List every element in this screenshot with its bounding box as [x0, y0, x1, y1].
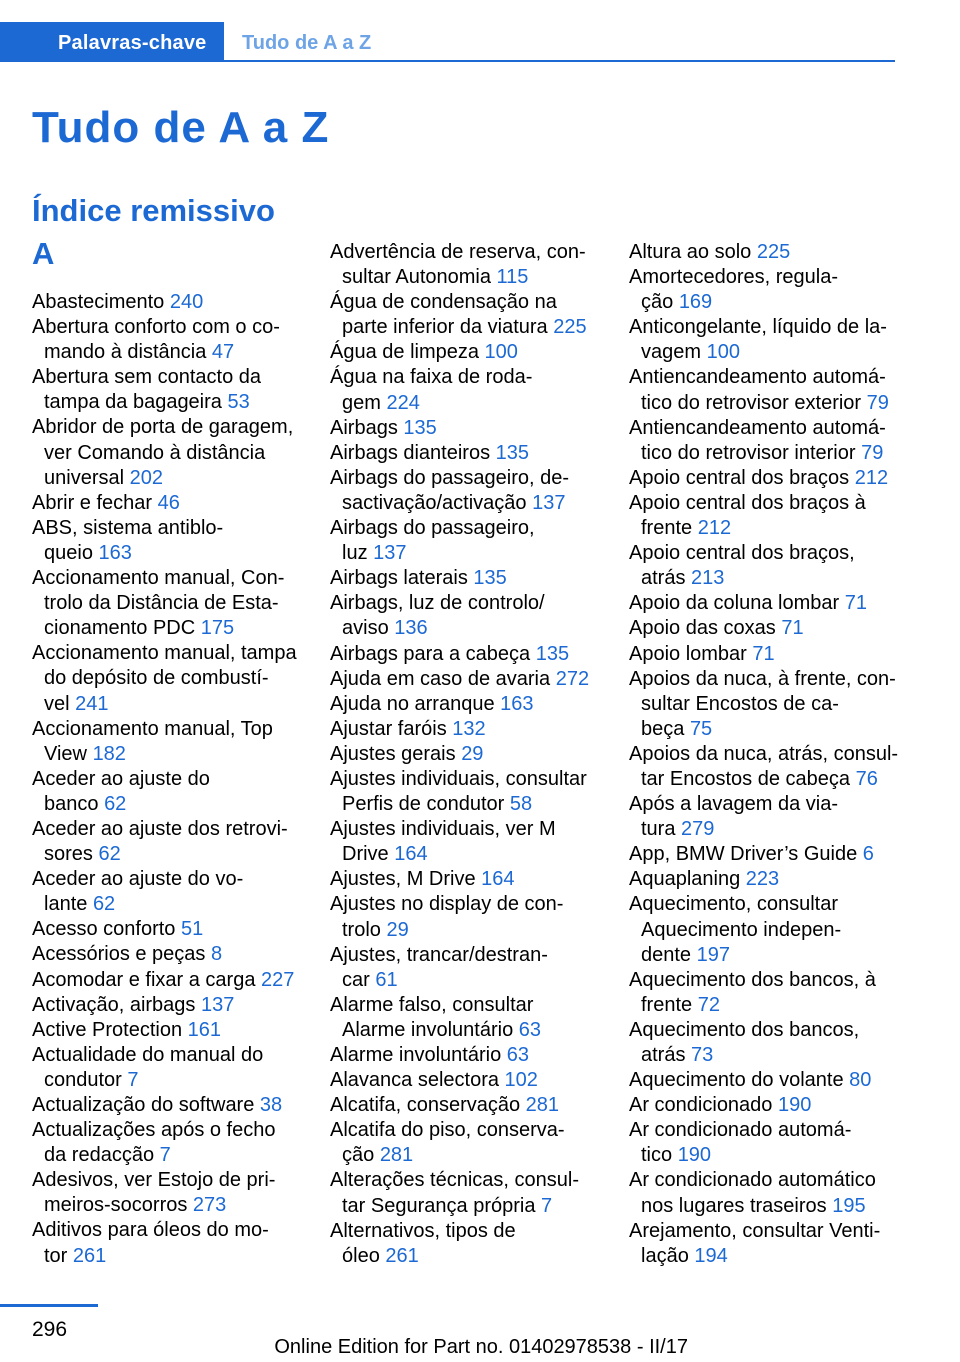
page-reference-link[interactable]: 195 [832, 1194, 866, 1217]
index-entry [330, 767, 600, 817]
index-entry-text: Alarme involuntário [342, 1018, 514, 1041]
page-reference-link[interactable]: 76 [855, 767, 878, 790]
page-reference-link[interactable]: 80 [849, 1069, 872, 1092]
page-reference-link[interactable]: 7 [159, 1144, 171, 1167]
index-entry [32, 767, 302, 817]
page-reference-link[interactable]: 169 [678, 291, 713, 314]
page-reference-link[interactable]: 164 [394, 843, 428, 866]
index-entry-text: Ar condicionado [629, 1094, 773, 1117]
index-entry [32, 717, 302, 767]
index-entry-text: Airbags do passageiro, de- [330, 466, 570, 489]
index-entry-text: sores [44, 843, 93, 866]
page-reference-link[interactable]: 29 [461, 742, 484, 765]
index-entry-text: sactivação/activação [342, 491, 527, 514]
index-entry [330, 1043, 600, 1068]
index-entry [32, 917, 302, 942]
index-entry [629, 1093, 899, 1118]
page-reference-link[interactable]: 182 [92, 742, 126, 765]
page-reference-link[interactable]: 53 [227, 391, 250, 414]
page-reference-link[interactable]: 135 [403, 416, 437, 439]
index-entry-text: parte inferior da viatura [342, 316, 548, 339]
index-entry-text: Adesivos, ver Estojo de pri- [32, 1169, 276, 1192]
index-entry [629, 867, 899, 892]
index-entry [629, 742, 899, 792]
index-entry-text: vagem [641, 341, 702, 364]
tab-tudo-de-a-a-z[interactable]: Tudo de A a Z [242, 32, 372, 54]
index-entry [629, 491, 899, 541]
page-reference-link[interactable]: 63 [506, 1044, 530, 1066]
page-reference-link[interactable]: 51 [180, 918, 204, 941]
index-entry [32, 516, 302, 566]
index-entry [330, 717, 600, 742]
index-entry-text: Airbags para a cabeça [330, 642, 531, 665]
index-entry [32, 491, 302, 516]
index-entry-text: Apoios da nuca, atrás, consul- [629, 742, 899, 765]
index-entry-text: Acessórios e peças [32, 943, 206, 966]
index-entry-text: atrás [641, 1044, 686, 1066]
page-reference-link[interactable]: 62 [98, 843, 121, 866]
index-entry [330, 441, 600, 466]
index-entry-text: App, BMW Driver’s Guide [629, 843, 858, 866]
index-entry [629, 1219, 899, 1269]
index-entry-text: sultar Encostos de ca- [641, 692, 839, 715]
index-entry-text: trolo da Distância de Esta- [44, 592, 279, 615]
index-entry-text: Apoio lombar [629, 642, 747, 665]
page-reference-link[interactable]: 202 [129, 466, 163, 489]
index-entry [629, 792, 899, 842]
index-entry-text: meiros-socorros [44, 1194, 188, 1217]
index-entry-text: Antiencandeamento automá- [629, 416, 886, 439]
page-reference-link[interactable]: 164 [481, 868, 515, 891]
page-reference-link[interactable]: 72 [697, 993, 720, 1016]
page-reference-link[interactable]: 46 [157, 491, 180, 514]
index-entry-text: tico [641, 1144, 673, 1167]
index-entry-text: tampa da bagageira [44, 391, 222, 414]
index-entry-text: Aquecimento dos bancos, [629, 1018, 860, 1041]
index-entry [330, 240, 600, 290]
page-reference-link[interactable]: 7 [127, 1068, 139, 1091]
index-entry-text: Perfis de condutor [342, 793, 505, 816]
index-entry-text: dente [641, 943, 692, 966]
page-reference-link[interactable]: 225 [553, 316, 587, 339]
index-entry-text: lante [44, 893, 88, 916]
index-entry [330, 516, 600, 566]
page-reference-link[interactable]: 224 [386, 391, 420, 414]
index-entry-text: Água de limpeza [330, 341, 479, 364]
index-entry [629, 1018, 899, 1068]
index-entry-text: Actualidade do manual do [32, 1043, 264, 1066]
page-reference-link[interactable]: 58 [509, 793, 533, 816]
index-entry [32, 290, 302, 315]
index-entry [330, 943, 600, 993]
index-entry-text: Aquecimento dos bancos, à [629, 968, 876, 991]
index-entry [32, 415, 302, 490]
index-entry-text: universal [44, 466, 125, 489]
index-entry-text: banco [44, 792, 99, 815]
index-entry [330, 867, 600, 892]
index-entry-text: Alavanca selectora [330, 1069, 499, 1092]
page-reference-link[interactable]: 135 [535, 642, 570, 665]
index-entry-text: Apoio da coluna lombar [629, 592, 840, 615]
page-reference-link[interactable]: 279 [681, 818, 715, 841]
index-entry-text: Airbags [330, 416, 398, 439]
index-entry-text: Ajustes, trancar/destran- [330, 943, 548, 966]
index-entry [330, 1118, 600, 1168]
index-entry [330, 742, 600, 767]
index-entry [330, 993, 600, 1043]
index-entry-text: Altura ao solo [629, 241, 752, 263]
page-reference-link[interactable]: 190 [677, 1144, 712, 1167]
page-title: Tudo de A a Z [32, 103, 330, 152]
index-entry-text: Aquecimento do volante [629, 1069, 844, 1092]
tab-palavras-chave[interactable] [0, 22, 224, 62]
section-subtitle: Índice remissivo [32, 193, 275, 228]
index-entry-text: frente [641, 993, 693, 1016]
page-reference-link[interactable]: 63 [518, 1018, 542, 1041]
page-reference-link[interactable]: 137 [532, 491, 566, 514]
index-entry-text: lação [641, 1244, 689, 1267]
index-entry [32, 641, 302, 716]
index-column-1 [32, 290, 302, 1269]
index-entry-text: Abertura conforto com o co- [32, 316, 280, 339]
index-entry-text: Aceder ao ajuste do vo- [32, 868, 244, 891]
index-entry-text: Apoio central dos braços à [629, 491, 866, 514]
index-entry [629, 1118, 899, 1168]
index-entry [629, 642, 899, 667]
page-reference-link[interactable]: 62 [104, 792, 127, 815]
index-entry-text: sultar Autonomia [342, 266, 491, 289]
page-reference-link[interactable]: 223 [745, 868, 780, 891]
index-entry [32, 993, 302, 1018]
index-entry [629, 616, 899, 641]
page-reference-link[interactable]: 132 [452, 717, 486, 740]
index-entry [330, 365, 600, 415]
page-reference-link[interactable]: 273 [192, 1194, 227, 1217]
page-reference-link[interactable]: 213 [691, 567, 725, 590]
index-entry-text: Abertura sem contacto da [32, 366, 262, 389]
index-entry [32, 968, 302, 993]
page-reference-link[interactable]: 212 [697, 517, 732, 540]
index-letter: A [32, 236, 55, 271]
index-entry-text: beça [641, 717, 685, 740]
index-entry-text: Abastecimento [32, 291, 165, 313]
index-entry-text: vel [44, 692, 70, 715]
index-entry-text: tar Segurança própria [342, 1194, 536, 1217]
page-reference-link[interactable]: 194 [694, 1244, 728, 1267]
page-reference-link[interactable]: 71 [781, 617, 804, 640]
index-entry [629, 1068, 899, 1093]
index-entry-text: View [44, 742, 87, 765]
index-column-3 [629, 240, 899, 1269]
page-reference-link[interactable]: 71 [844, 592, 867, 615]
index-entry-text: tar Encostos de cabeça [641, 767, 851, 790]
page-reference-link[interactable]: 190 [778, 1094, 812, 1117]
page-reference-link[interactable]: 137 [200, 993, 235, 1016]
index-entry-text: Ajustes individuais, ver M [330, 818, 556, 841]
index-entry-text: Alcatifa, conservação [330, 1094, 521, 1117]
index-entry [32, 566, 302, 641]
index-entry-text: Alterações técnicas, consul- [330, 1169, 580, 1192]
page-reference-link[interactable]: 6 [862, 843, 874, 866]
index-entry-text: condutor [44, 1068, 122, 1091]
index-entry [32, 1018, 302, 1043]
index-entry-text: Aditivos para óleos do mo- [32, 1219, 269, 1242]
index-entry [629, 968, 899, 1018]
page-reference-link[interactable]: 272 [555, 667, 590, 690]
index-entry [32, 315, 302, 365]
page-reference-link[interactable]: 7 [541, 1194, 553, 1217]
index-entry-text: gem [342, 391, 381, 414]
index-entry-text: do depósito de combustí- [44, 667, 269, 690]
index-entry-text: Arejamento, consultar Venti- [629, 1219, 881, 1242]
index-entry-text: Advertência de reserva, con- [330, 241, 586, 263]
index-entry-text: Aquecimento, consultar [629, 893, 839, 916]
page-reference-link[interactable]: 261 [72, 1244, 107, 1267]
page-reference-link[interactable]: 73 [691, 1044, 714, 1066]
index-entry [629, 240, 899, 265]
index-entry-text: Abrir e fechar [32, 491, 153, 514]
index-entry-text: Ajustes gerais [330, 742, 456, 765]
page-reference-link[interactable]: 227 [261, 968, 295, 991]
index-entry-text: Água de condensação na [330, 291, 557, 314]
page-reference-link[interactable]: 38 [259, 1094, 283, 1116]
page-reference-link[interactable]: 135 [473, 567, 507, 590]
index-entry-text: Anticongelante, líquido de la- [629, 316, 887, 339]
page-reference-link[interactable]: 281 [379, 1144, 414, 1167]
index-entry-text: ver Comando à distância [44, 441, 266, 464]
page-reference-link[interactable]: 137 [373, 542, 407, 565]
index-entry-text: Ajuda no arranque [330, 692, 495, 715]
header-rule [224, 60, 895, 62]
index-entry [32, 1218, 302, 1268]
index-entry-text: Active Protection [32, 1018, 183, 1041]
index-entry-text: Aquaplaning [629, 868, 741, 891]
index-entry-text: Airbags do passageiro, [330, 517, 535, 540]
index-entry [330, 591, 600, 641]
index-entry-text: ção [641, 291, 674, 314]
page-reference-link[interactable]: 241 [75, 692, 109, 715]
index-entry-text: tico do retrovisor interior [641, 441, 856, 464]
index-entry-text: atrás [641, 567, 686, 590]
index-entry [32, 1043, 302, 1093]
index-entry-text: Accionamento manual, Con- [32, 567, 285, 590]
index-entry-text: Apoios da nuca, à frente, con- [629, 667, 896, 690]
page-reference-link[interactable]: 197 [696, 943, 730, 966]
page-reference-link[interactable]: 8 [210, 943, 223, 966]
index-entry [32, 817, 302, 867]
index-entry [330, 667, 600, 692]
index-entry-text: Alternativos, tipos de [330, 1219, 516, 1242]
page-reference-link[interactable]: 175 [200, 617, 235, 640]
index-entry-text: queio [44, 541, 93, 564]
page-reference-link[interactable]: 79 [861, 441, 884, 464]
index-entry-text: Airbags laterais [330, 567, 468, 590]
index-entry [629, 365, 899, 415]
index-entry-text: Actualização do software [32, 1094, 255, 1116]
index-entry-text: Alarme falso, consultar [330, 993, 534, 1016]
index-entry-text: Aceder ao ajuste dos retrovi- [32, 817, 288, 840]
index-entry-text: Aceder ao ajuste do [32, 767, 210, 790]
page-number: 296 [32, 1318, 68, 1341]
index-entry-text: Acomodar e fixar a carga [32, 968, 256, 991]
index-entry [330, 642, 600, 667]
index-entry [330, 290, 600, 340]
index-entry-text: ção [342, 1144, 375, 1167]
index-entry-text: Apoio central dos braços [629, 466, 850, 489]
page-reference-link[interactable]: 29 [386, 918, 409, 941]
page-reference-link[interactable]: 225 [756, 241, 791, 263]
index-entry-text: tico do retrovisor exterior [641, 391, 862, 414]
index-entry-text: Ajustes no display de con- [330, 893, 564, 916]
index-entry [629, 667, 899, 742]
index-entry [629, 265, 899, 315]
page-reference-link[interactable]: 135 [495, 441, 530, 464]
index-entry-text: Água na faixa de roda- [330, 366, 533, 389]
index-entry-text: Airbags, luz de controlo/ [330, 592, 545, 615]
index-entry-text: da redacção [44, 1144, 155, 1167]
index-entry-text: Ar condicionado automático [629, 1169, 876, 1192]
index-entry-text: Aquecimento indepen- [641, 918, 842, 941]
index-entry [32, 942, 302, 967]
index-entry-text: nos lugares traseiros [641, 1194, 827, 1217]
index-entry [32, 1093, 302, 1118]
page-reference-link[interactable]: 100 [706, 341, 740, 364]
page-reference-link[interactable]: 71 [752, 642, 775, 665]
header-tabs [0, 22, 895, 62]
index-entry-text: Ar condicionado automá- [629, 1119, 852, 1142]
index-entry [629, 315, 899, 365]
index-entry-text: car [342, 968, 370, 991]
index-entry-text: óleo [342, 1244, 380, 1267]
page-reference-link[interactable]: 62 [92, 893, 116, 916]
index-entry [629, 466, 899, 491]
index-entry-text: Airbags dianteiros [330, 441, 491, 464]
index-entry [330, 416, 600, 441]
index-entry-text: Drive [342, 843, 389, 866]
page-reference-link[interactable]: 163 [500, 692, 534, 715]
index-entry [330, 1219, 600, 1269]
index-entry-text: Ajustes individuais, consultar [330, 767, 587, 790]
index-entry [330, 1068, 600, 1093]
index-entry-text: Actualizações após o fecho [32, 1119, 276, 1142]
index-entry [330, 340, 600, 365]
page-reference-link[interactable]: 161 [187, 1018, 222, 1041]
index-entry-text: Abridor de porta de garagem, [32, 416, 294, 439]
index-entry [629, 892, 899, 967]
page-reference-link[interactable]: 102 [504, 1069, 538, 1092]
index-entry-text: Activação, airbags [32, 993, 196, 1016]
index-entry-text: Apoio central dos braços, [629, 542, 855, 565]
index-entry-text: Accionamento manual, Top [32, 717, 273, 740]
index-entry-text: ABS, sistema antiblo- [32, 516, 224, 539]
index-entry-text: Após a lavagem da via- [629, 793, 839, 816]
page-reference-link[interactable]: 163 [98, 541, 132, 564]
index-entry [32, 365, 302, 415]
index-entry-text: Ajustes, M Drive [330, 868, 476, 891]
page-reference-link[interactable]: 100 [484, 341, 518, 364]
index-entry [330, 1093, 600, 1118]
index-entry-text: mando à distância [44, 341, 207, 364]
edition-note: Online Edition for Part no. 01402978538 - II/17 [274, 1336, 688, 1358]
page-reference-link[interactable]: 281 [525, 1094, 560, 1117]
index-entry [330, 892, 600, 942]
index-entry-text: Amortecedores, regula- [629, 266, 838, 289]
page-reference-link[interactable]: 61 [375, 968, 398, 991]
tab-label: Palavras-chave [58, 32, 207, 54]
page-reference-link[interactable]: 136 [394, 617, 428, 640]
index-entry [330, 692, 600, 717]
index-entry-text: Acesso conforto [32, 918, 176, 941]
index-column-2 [330, 240, 600, 1269]
index-entry-text: tor [44, 1244, 68, 1267]
index-entry-text: Accionamento manual, tampa [32, 642, 297, 665]
index-entry-text: Ajustar faróis [330, 717, 447, 740]
index-entry [629, 416, 899, 466]
index-entry-text: Alcatifa do piso, conserva- [330, 1119, 565, 1142]
index-entry [629, 591, 899, 616]
index-entry-text: tura [641, 818, 676, 841]
footer-rule [0, 1304, 98, 1307]
page-reference-link[interactable]: 240 [169, 291, 204, 313]
index-entry [629, 842, 899, 867]
page-reference-link[interactable]: 115 [496, 266, 529, 289]
index-entry [330, 466, 600, 516]
index-entry [330, 566, 600, 591]
page-reference-link[interactable]: 261 [385, 1244, 419, 1267]
page-reference-link[interactable]: 212 [854, 466, 889, 489]
page-reference-link[interactable]: 75 [689, 717, 713, 740]
index-entry [330, 817, 600, 867]
index-entry [32, 867, 302, 917]
index-entry-text: frente [641, 517, 693, 540]
index-entry [32, 1168, 302, 1218]
page-reference-link[interactable]: 47 [211, 341, 235, 364]
index-entry-text: luz [342, 542, 368, 565]
index-entry-text: cionamento PDC [44, 617, 196, 640]
index-entry [629, 1168, 899, 1218]
page-reference-link[interactable]: 79 [866, 391, 889, 414]
index-entry-text: Ajuda em caso de avaria [330, 667, 551, 690]
index-entry [629, 541, 899, 591]
index-entry [330, 1168, 600, 1218]
index-entry-text: Alarme involuntário [330, 1044, 502, 1066]
index-entry [32, 1118, 302, 1168]
index-entry-text: aviso [342, 617, 389, 640]
index-entry-text: Antiencandeamento automá- [629, 366, 886, 389]
index-entry-text: trolo [342, 918, 381, 941]
index-entry-text: Apoio das coxas [629, 617, 776, 640]
